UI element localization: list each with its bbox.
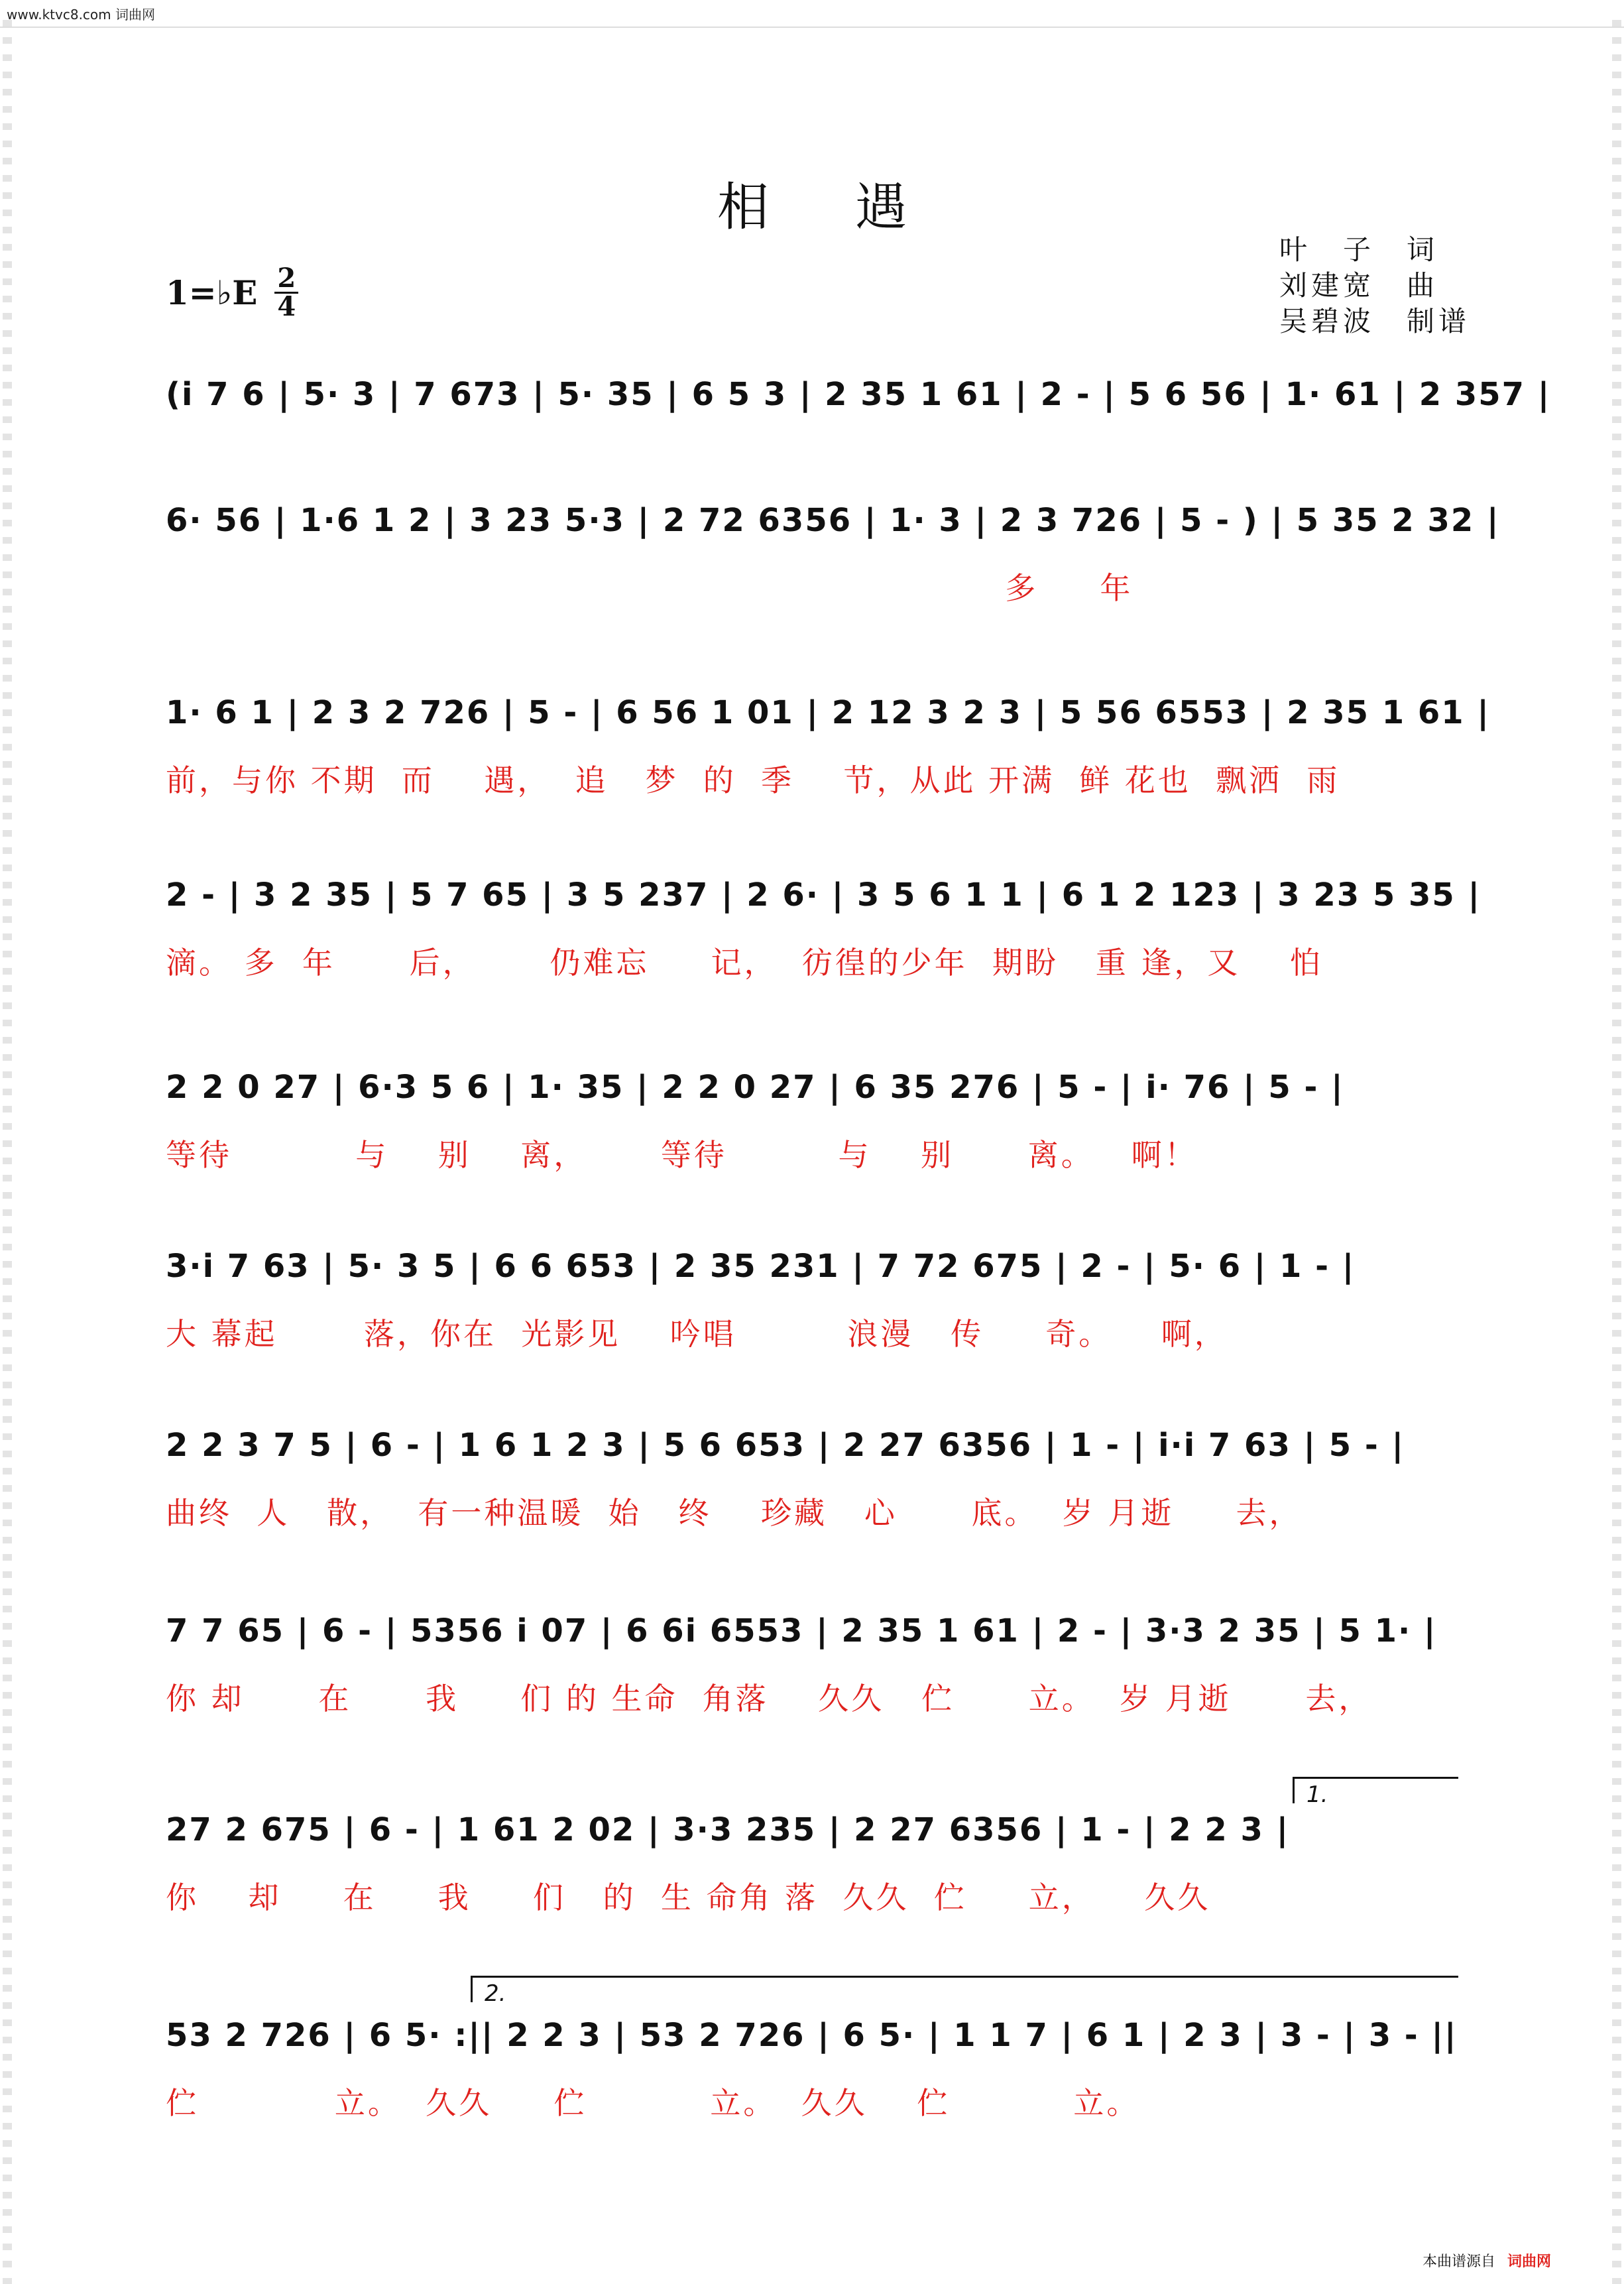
lyric-line: 等待 与 别 离， 等待 与 别 离。 啊！ — [166, 1137, 1198, 1173]
first-ending-label: 1. — [1306, 1781, 1328, 1808]
left-border-strip — [3, 20, 12, 2284]
site-url: www.ktvc8.com 词曲网 — [7, 7, 156, 23]
credit-lyricist: 叶 子 词 — [1279, 233, 1439, 266]
score-system-8 — [166, 1604, 1458, 1717]
credits-block — [1279, 232, 1505, 339]
notation-line: 7 7 65 | 6 - | 5356 i 07 | 6 6i 6553 | 2 35 1 61 | 2 - | 3·3 2 35 | 5 1· | — [166, 1612, 1437, 1650]
time-numerator: 2 — [274, 265, 298, 294]
score-system-3 — [166, 686, 1490, 799]
song-title: 相遇 — [717, 178, 993, 237]
notation-line: 2 2 3 7 5 | 6 - | 1 6 1 2 3 | 5 6 653 | 2 27 6356 | 1 - | i·i 7 63 | 5 - | — [166, 1427, 1405, 1464]
credit-composer: 刘建宽 曲 — [1279, 269, 1439, 302]
lyric-line: 你 却 在 我 们 的 生 命角 落 久久 伫 立， 久久 — [166, 1880, 1211, 1915]
score-system-5 — [166, 1061, 1458, 1173]
lyric-line: 多 年 — [166, 570, 1133, 606]
lyric-line: 伫 立。 久久 伫 立。 久久 伫 立。 — [166, 2085, 1140, 2121]
time-denominator: 4 — [277, 291, 296, 322]
credit-arranger: 吴碧波 制谱 — [1279, 305, 1471, 337]
lyric-line — [166, 438, 1458, 481]
notation-line: 53 2 726 | 6 5· :|| 2 2 3 | 53 2 726 | 6 5· | 1 1 7 | 6 1 | 2 3 | 3 - | 3 - || — [166, 2017, 1458, 2054]
score-system-2 — [166, 494, 1500, 607]
notation-line: 6· 56 | 1·6 1 2 | 3 23 5·3 | 2 72 6356 | 1· 3 | 2 3 726 | 5 - ) | 5 35 2 32 | — [166, 502, 1500, 539]
lyric-line: 你 却 在 我 们 的 生命 角落 久久 伫 立。 岁 月逝 去， — [166, 1681, 1372, 1716]
second-ending-bracket — [471, 1976, 1458, 2007]
footer-credit — [1422, 2250, 1551, 2271]
key-signature — [166, 265, 298, 320]
time-signature — [274, 265, 298, 320]
lyric-line: 曲终 人 散， 有一种温暖 始 终 珍藏 心 底。 岁 月逝 去， — [166, 1495, 1303, 1531]
footer-text: 本曲谱源自 — [1422, 2254, 1495, 2270]
score-system-1 — [166, 368, 1551, 481]
notation-line: 27 2 675 | 6 - | 1 61 2 02 | 3·3 235 | 2 27 6356 | 1 - | 2 2 3 | — [166, 1811, 1290, 1848]
second-ending-label: 2. — [485, 1980, 506, 2007]
notation-line: 1· 6 1 | 2 3 2 726 | 5 - | 6 56 1 01 | 2 12 3 2 3 | 5 56 6553 | 2 35 1 61 | — [166, 694, 1490, 731]
notation-line: 2 2 0 27 | 6·3 5 6 | 1· 35 | 2 2 0 27 | 6 35 276 | 5 - | i· 76 | 5 - | — [166, 1069, 1344, 1106]
lyric-line: 前，与你 不期 而 遇， 追 梦 的 季 节，从此 开满 鲜 花也 飘洒 雨 — [166, 762, 1340, 798]
lyric-line: 大 幕起 落，你在 光影见 吟唱 浪漫 传 奇。 啊， — [166, 1316, 1228, 1352]
footer-brand-logo: 词曲网 — [1507, 2254, 1551, 2270]
first-ending-bracket — [1293, 1777, 1458, 1808]
score-system-6 — [166, 1240, 1458, 1352]
header-divider — [0, 27, 1624, 28]
notation-line: (i 7 6 | 5· 3 | 7 673 | 5· 35 | 6 5 3 | 2 35 1 61 | 2 - | 5 6 56 | 1· 61 | 2 357 | — [166, 376, 1551, 413]
score-system-9 — [166, 1803, 1458, 1916]
key-label: 1=♭E — [166, 273, 258, 312]
score-system-10 — [166, 2009, 1458, 2122]
score-system-7 — [166, 1419, 1458, 1532]
right-border-strip — [1612, 20, 1621, 2284]
lyric-line: 滴。 多 年 后， 仍难忘 记， 彷徨的少年 期盼 重 逢，又 怕 — [166, 945, 1323, 981]
notation-line: 2 - | 3 2 35 | 5 7 65 | 3 5 237 | 2 6· | 3 5 6 1 1 | 6 1 2 123 | 3 23 5 35 | — [166, 876, 1481, 914]
notation-line: 3·i 7 63 | 5· 3 5 | 6 6 653 | 2 35 231 | 7 72 675 | 2 - | 5· 6 | 1 - | — [166, 1248, 1356, 1285]
score-system-4 — [166, 869, 1481, 981]
